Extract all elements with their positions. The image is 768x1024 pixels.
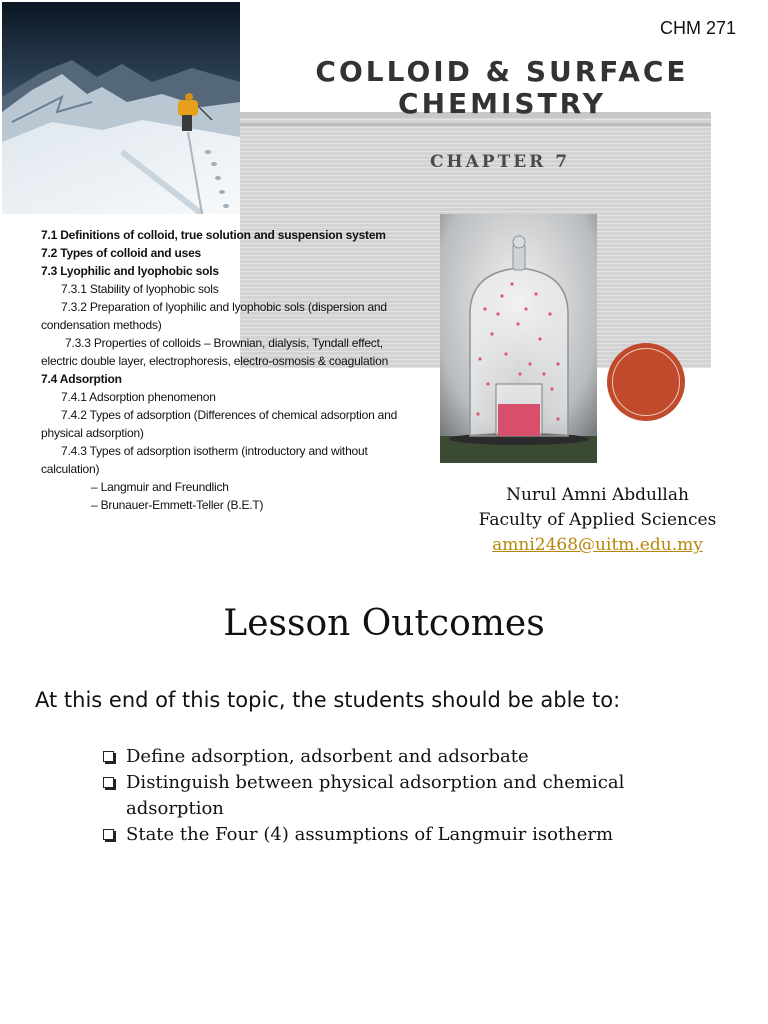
toc-subitem: 7.3.2 Preparation of lyophilic and lyophobic sols (dispersion and — [61, 300, 387, 314]
outcome-text: Distinguish between physical adsorption and chemical adsorption — [126, 772, 625, 819]
title-line: COLLOID & SURFACE — [315, 55, 689, 88]
bell-jar-image — [440, 214, 597, 463]
toc-item: 7.2 Types of colloid and uses — [41, 246, 202, 260]
presentation-title — [262, 56, 742, 120]
toc-item: 7.3 Lyophilic and lyophobic sols — [41, 264, 219, 278]
toc-subsubitem: – Langmuir and Freundlich — [91, 480, 229, 494]
lesson-outcomes-title: Lesson Outcomes — [223, 603, 545, 644]
author-faculty: Faculty of Applied Sciences — [478, 510, 717, 530]
toc-subsubitem: – Brunauer-Emmett-Teller (B.E.T) — [91, 498, 264, 512]
outcomes-intro: At this end of this topic, the students should be able to: — [35, 688, 621, 712]
mountain-climber-image — [2, 2, 240, 214]
toc-subitem: 7.4.2 Types of adsorption (Differences of chemical adsorption and — [61, 408, 398, 422]
author-name: Nurul Amni Abdullah — [506, 485, 689, 505]
checkbox-bullet-icon — [103, 751, 114, 762]
toc-item: 7.1 Definitions of colloid, true solution and suspension system — [41, 228, 386, 242]
toc-subitem-cont: condensation methods) — [41, 318, 162, 332]
toc-subitem: 7.3.1 Stability of lyophobic sols — [61, 282, 219, 296]
band-stripe — [240, 123, 711, 126]
author-email-link[interactable]: amni2468@uitm.edu.my — [492, 535, 703, 555]
toc-subitem-cont: calculation) — [41, 462, 100, 476]
course-code: CHM 271 — [660, 18, 737, 38]
title-line: CHEMISTRY — [398, 87, 606, 120]
toc-subitem-cont: physical adsorption) — [41, 426, 144, 440]
outcome-item — [103, 770, 703, 822]
decorative-circle-ring — [612, 348, 680, 416]
chapter-label: CHAPTER 7 — [430, 152, 571, 172]
outcome-text: Define adsorption, adsorbent and adsorbate — [126, 746, 529, 767]
outcome-item — [103, 822, 703, 848]
chapter-contents — [41, 226, 439, 514]
toc-subitem: 7.4.1 Adsorption phenomenon — [61, 390, 216, 404]
toc-subitem: 7.4.3 Types of adsorption isotherm (introductory and without — [61, 444, 368, 458]
checkbox-bullet-icon — [103, 777, 114, 788]
author-block — [440, 483, 755, 558]
toc-item: 7.4 Adsorption — [41, 372, 122, 386]
toc-subitem-cont: electric double layer, electrophoresis, electro-osmosis & coagulation — [41, 354, 389, 368]
toc-subitem: 7.3.3 Properties of colloids – Brownian, dialysis, Tyndall effect, — [65, 336, 383, 350]
outcome-text: State the Four (4) assumptions of Langmuir isotherm — [126, 824, 614, 845]
checkbox-bullet-icon — [103, 829, 114, 840]
outcome-item — [103, 744, 703, 770]
outcomes-list — [103, 744, 703, 848]
